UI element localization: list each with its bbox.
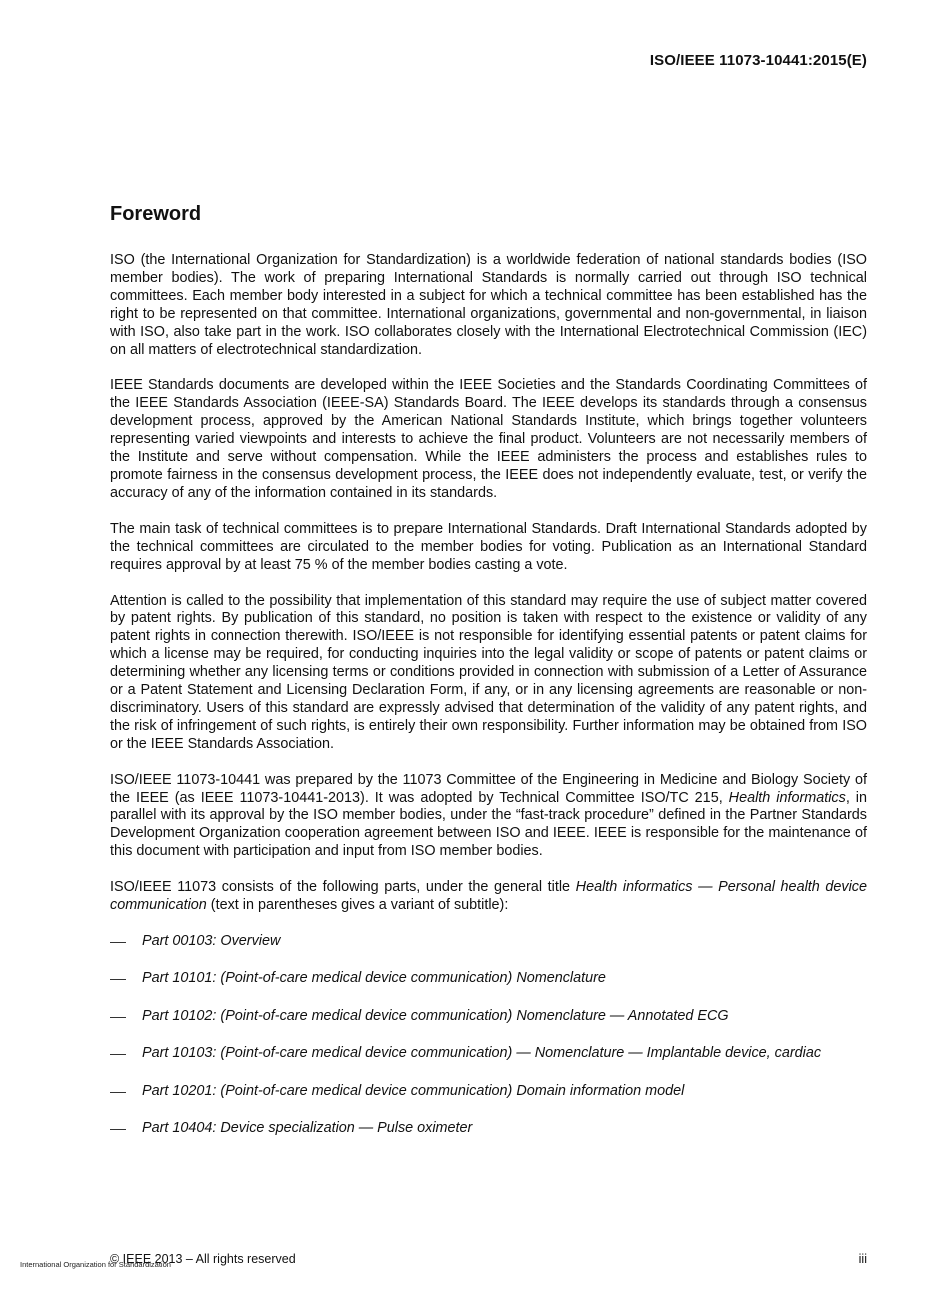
paragraph-text: ISO/IEEE 11073 consists of the following parts, under the general title xyxy=(110,879,576,896)
organization-watermark: International Organization for Standardization xyxy=(20,1260,171,1269)
paragraph-iso-intro: ISO (the International Organization for Standardization) is a worldwide federation of national standards bodies (ISO member bodies). The work of preparing International Standards is normally carried out through ISO technical committees. Each member body interested in a subject for which a technical committee has been established has the right to be represented on that committee. International organizations, governmental and non-governmental, in liaison with ISO, also take part in the work. ISO collaborates closely with the International Electrotechnical Commission (IEC) on all matters of electrotechnical standardization. xyxy=(110,252,867,358)
list-item-text: Part 00103: Overview xyxy=(142,933,281,949)
paragraph-text: (text in parentheses gives a variant of subtitle): xyxy=(206,897,509,914)
italic-title: Health informatics — Personal health device communication xyxy=(110,879,867,914)
dash-bullet xyxy=(110,1129,126,1130)
dash-bullet xyxy=(110,1017,126,1018)
document-id: ISO/IEEE 11073-10441:2015(E) xyxy=(649,52,867,69)
list-item-text: Part 10103: (Point-of-care medical device communication) — Nomenclature — Implantable device, cardiac xyxy=(142,1045,822,1062)
list-item xyxy=(110,970,867,988)
list-item xyxy=(110,1083,867,1101)
list-item xyxy=(110,1120,867,1138)
dash-bullet xyxy=(110,1092,126,1093)
list-item-text: Part 10404: Device specialization — Pulse oximeter xyxy=(142,1120,473,1137)
list-item xyxy=(110,1008,867,1026)
list-item-text: Part 10102: (Point-of-care medical device communication) Nomenclature — Annotated ECG xyxy=(142,1007,729,1024)
paragraph-parts-intro xyxy=(110,879,867,915)
page-title: Foreword xyxy=(110,203,202,225)
dash-bullet xyxy=(110,1054,126,1055)
foreword-body xyxy=(110,252,867,1157)
list-item xyxy=(110,1045,867,1063)
paragraph-text: , in parallel with its approval by the ISO member bodies, under the “fast-track procedure” defined in the Partner Standards Development Organization cooperation agreement between ISO and IEEE. IEEE is responsible for the maintenance of this document with participation and input from ISO member bodies. xyxy=(110,789,867,860)
paragraph-ieee-standards: IEEE Standards documents are developed within the IEEE Societies and the Standards Coordinating Committees of the IEEE Standards Association (IEEE-SA) Standards Board. The IEEE develops its standards through a consensus development process, approved by the American National Standards Institute, which brings together volunteers representing varied viewpoints and interests to achieve the final product. Volunteers are not necessarily members of the Institute and serve without compensation. While the IEEE administers the process and establishes rules to promote fairness in the consensus development process, the IEEE does not independently evaluate, test, or verify the accuracy of any of the information contained in its standards. xyxy=(110,377,867,501)
paragraph-text: ISO/IEEE 11073-10441 was prepared by the 11073 Committee of the Engineering in Medicine and Biology Society of the IEEE (as IEEE 11073-10441-2013). It was adopted by Technical Committee ISO/TC 215, xyxy=(110,771,867,806)
paragraph-committee-task: The main task of technical committees is to prepare International Standards. Draft International Standards adopted by the technical committees are circulated to the member bodies for voting. Publication as an International Standard requires approval by at least 75 % of the member bodies casting a vote. xyxy=(110,520,867,573)
copyright-notice: © IEEE 2013 – All rights reserved xyxy=(110,1252,296,1266)
dash-bullet xyxy=(110,979,126,980)
italic-title: Health informatics xyxy=(728,789,846,806)
list-item-text: Part 10201: (Point-of-care medical device communication) Domain information model xyxy=(142,1082,685,1099)
parts-list xyxy=(110,933,867,1138)
dash-bullet xyxy=(110,942,126,943)
list-item xyxy=(110,933,867,951)
paragraph-patent-rights: Attention is called to the possibility that implementation of this standard may require the use of subject matter covered by patent rights. By publication of this standard, no position is taken with respect to the existence or validity of any patent rights in connection therewith. ISO/IEEE is not responsible for identifying essential patents or patent claims for which a license may be required, for conducting inquiries into the legal validity or scope of patents or patent claims or determining whether any licensing terms or conditions provided in connection with submission of a Letter of Assurance or a Patent Statement and Licensing Declaration Form, if any, or in any licensing agreements are reasonable or non-discriminatory. Users of this standard are expressly advised that determination of the validity of any patent rights, and the risk of infringement of such rights, is entirely their own responsibility. Further information may be obtained from ISO or the IEEE Standards Association. xyxy=(110,592,867,752)
paragraph-preparation xyxy=(110,772,867,862)
page-number: iii xyxy=(858,1252,867,1266)
list-item-text: Part 10101: (Point-of-care medical device communication) Nomenclature xyxy=(142,970,606,987)
